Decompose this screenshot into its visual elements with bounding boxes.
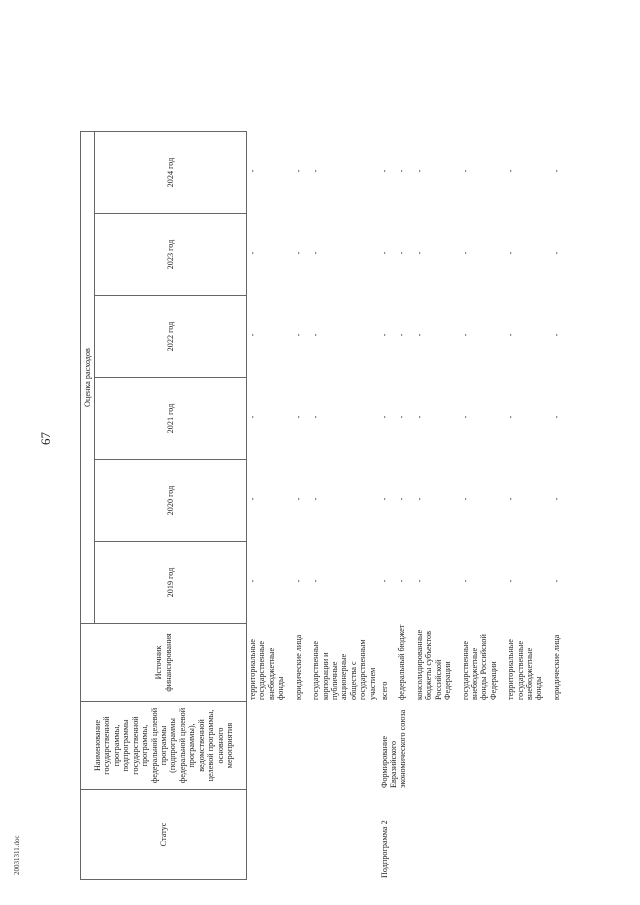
value-cell: - xyxy=(506,497,516,501)
table-row xyxy=(397,32,406,702)
value-cell: - xyxy=(397,251,407,255)
value-cell: - xyxy=(248,251,257,255)
value-cell: - xyxy=(551,497,561,501)
value-cell: - xyxy=(460,333,470,337)
page-number: 67 xyxy=(38,432,53,445)
table-row xyxy=(552,32,561,702)
source-cell: территориальные государственные внебюджетные фонды xyxy=(248,639,286,700)
table-row xyxy=(311,32,377,702)
value-cell: - xyxy=(414,497,424,501)
value-cell: - xyxy=(248,579,257,583)
year-header: 2022 год xyxy=(95,296,247,378)
value-cell: - xyxy=(414,415,424,419)
year-header: 2019 год xyxy=(95,542,247,624)
subprogram-name: Формирование Евразийского экономического союза xyxy=(380,709,407,788)
value-cell: - xyxy=(380,497,389,501)
year-header: 2024 год xyxy=(95,132,247,214)
value-cell: - xyxy=(293,497,303,501)
value-cell: - xyxy=(380,169,389,173)
value-cell: - xyxy=(460,415,470,419)
value-cell: - xyxy=(311,579,321,583)
source-cell: юридические лица xyxy=(293,634,303,700)
source-cell: юридические лица xyxy=(551,634,561,700)
value-cell: - xyxy=(551,415,561,419)
value-cell: - xyxy=(293,579,303,583)
name-header: Наименование государственной программы, подпрограммы государственной программы, федеральной целевой программы (подпрограммы федеральной целевой программы), ведомственной целевой программы, основного мероприятия xyxy=(81,702,247,790)
value-cell: - xyxy=(248,415,257,419)
table-row xyxy=(506,32,544,702)
value-cell: - xyxy=(506,251,516,255)
estimate-header: Оценка расходов xyxy=(81,132,95,624)
value-cell: - xyxy=(397,497,407,501)
expenditure-table-header xyxy=(80,131,247,880)
source-header: Источник финансирования xyxy=(81,624,247,702)
value-cell: - xyxy=(311,251,321,255)
value-cell: - xyxy=(460,169,470,173)
source-cell: территориальные государственные внебюджетные фонды xyxy=(506,639,544,700)
value-cell: - xyxy=(397,579,407,583)
value-cell: - xyxy=(248,169,257,173)
value-cell: - xyxy=(311,415,321,419)
source-cell: всего xyxy=(380,681,389,700)
value-cell: - xyxy=(293,251,303,255)
value-cell: - xyxy=(460,251,470,255)
value-cell: - xyxy=(311,169,321,173)
table-row xyxy=(380,32,389,702)
value-cell: - xyxy=(460,497,470,501)
value-cell: - xyxy=(551,579,561,583)
file-name-footer: 20031311.doc xyxy=(13,835,21,875)
year-header: 2023 год xyxy=(95,214,247,296)
value-cell: - xyxy=(551,169,561,173)
value-cell: - xyxy=(506,169,516,173)
year-header: 2021 год xyxy=(95,378,247,460)
value-cell: - xyxy=(414,333,424,337)
value-cell: - xyxy=(293,169,303,173)
value-cell: - xyxy=(397,333,407,337)
source-cell: государственные корпорации и публичные акционерные общества с государственным участием xyxy=(311,639,377,700)
value-cell: - xyxy=(506,579,516,583)
value-cell: - xyxy=(460,579,470,583)
year-header: 2020 год xyxy=(95,460,247,542)
rotated-table-page xyxy=(80,30,610,880)
source-cell: консолидированные бюджеты субъектов Российской Федерации xyxy=(414,629,453,700)
value-cell: - xyxy=(311,497,321,501)
value-cell: - xyxy=(551,251,561,255)
value-cell: - xyxy=(380,251,389,255)
value-cell: - xyxy=(248,333,257,337)
table-row xyxy=(248,32,286,702)
value-cell: - xyxy=(414,579,424,583)
value-cell: - xyxy=(380,415,389,419)
value-cell: - xyxy=(414,169,424,173)
value-cell: - xyxy=(311,333,321,337)
source-cell: государственные внебюджетные фонды Российской Федерации xyxy=(460,634,498,700)
block2-rows xyxy=(380,32,569,702)
table-row xyxy=(461,32,499,702)
value-cell: - xyxy=(293,333,303,337)
source-cell: федеральный бюджет xyxy=(397,624,407,700)
value-cell: - xyxy=(293,415,303,419)
value-cell: - xyxy=(551,333,561,337)
value-cell: - xyxy=(506,415,516,419)
status-header: Статус xyxy=(81,790,247,880)
value-cell: - xyxy=(248,497,257,501)
subprogram-status: Подпрограмма 2 xyxy=(380,820,389,878)
value-cell: - xyxy=(397,415,407,419)
value-cell: - xyxy=(414,251,424,255)
value-cell: - xyxy=(506,333,516,337)
value-cell: - xyxy=(380,333,389,337)
table-row xyxy=(415,32,453,702)
value-cell: - xyxy=(397,169,407,173)
value-cell: - xyxy=(380,579,389,583)
table-row xyxy=(294,32,303,702)
block1-rows xyxy=(248,32,385,702)
